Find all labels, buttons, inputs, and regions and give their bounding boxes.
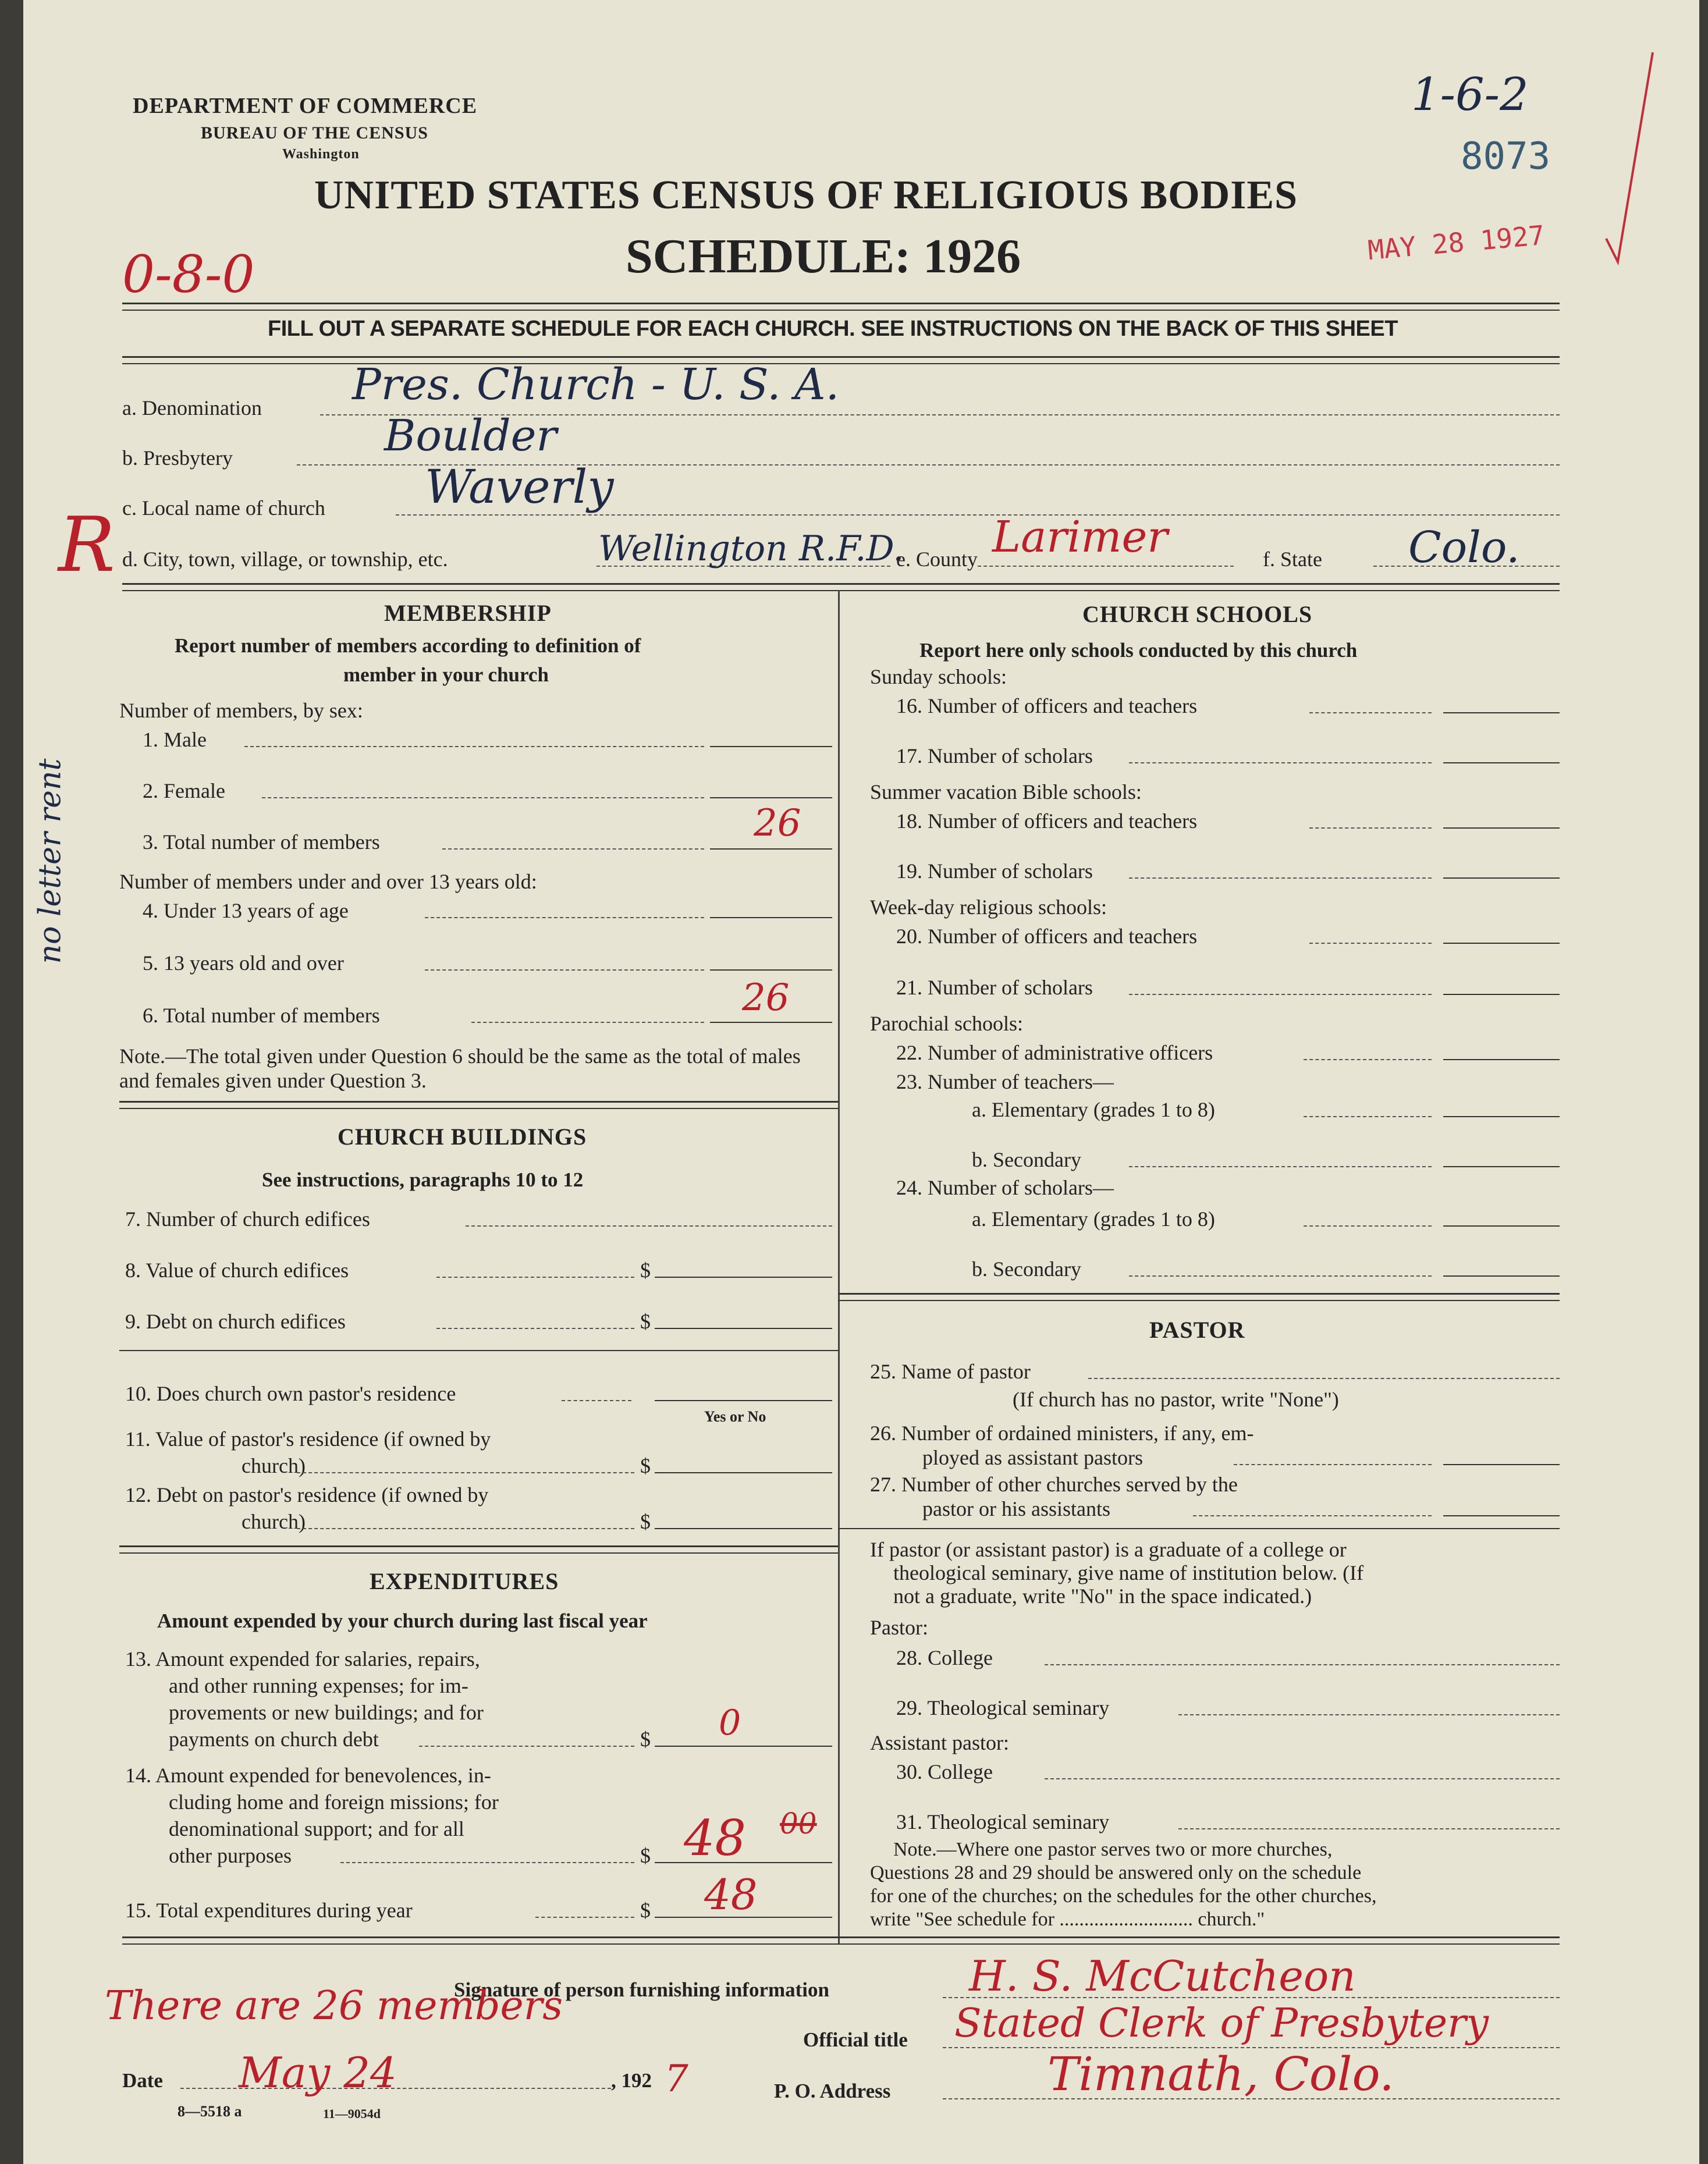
q15-total-field[interactable]: 48 bbox=[704, 1870, 758, 1919]
q20-label: 20. Number of officers and teachers bbox=[896, 925, 1198, 948]
census-form-page bbox=[23, 0, 1699, 2164]
date-label: Date bbox=[122, 2069, 163, 2092]
red-letter-r: R bbox=[58, 500, 115, 589]
state-field[interactable]: Colo. bbox=[1408, 523, 1520, 573]
department-label: DEPARTMENT OF COMMERCE bbox=[133, 94, 478, 118]
q12-label-line2: church) bbox=[242, 1510, 306, 1533]
q22-label: 22. Number of administrative officers bbox=[896, 1041, 1213, 1064]
q14-label-line3: denominational support; and for all bbox=[169, 1817, 464, 1840]
signature-field[interactable]: H. S. McCutcheon bbox=[969, 1952, 1356, 2000]
q13-amount-field[interactable]: 0 bbox=[719, 1703, 741, 1743]
expenditures-title: EXPENDITURES bbox=[370, 1568, 559, 1594]
q13-label-line4: payments on church debt bbox=[169, 1728, 379, 1751]
year-prefix: , 192 bbox=[611, 2069, 652, 2092]
church-schools-title: CHURCH SCHOOLS bbox=[1082, 601, 1313, 627]
q11-label-line1: 11. Value of pastor's residence (if owned by bbox=[125, 1427, 491, 1451]
graduate-note-line1: If pastor (or assistant pastor) is a graduate of a college or bbox=[870, 1538, 1347, 1561]
summer-schools-label: Summer vacation Bible schools: bbox=[870, 780, 1142, 804]
q6-total-members-field[interactable]: 26 bbox=[742, 976, 790, 1019]
presbytery-label: b. Presbytery bbox=[122, 446, 233, 470]
official-title-field[interactable]: Stated Clerk of Presbytery bbox=[954, 2000, 1489, 2046]
signature-label: Signature of person furnishing information bbox=[454, 1978, 829, 2001]
year-field[interactable]: 7 bbox=[665, 2058, 688, 2101]
po-address-label: P. O. Address bbox=[774, 2080, 891, 2102]
q8-dollar: $ bbox=[640, 1259, 651, 1282]
membership-title: MEMBERSHIP bbox=[384, 600, 552, 626]
sunday-schools-label: Sunday schools: bbox=[870, 665, 1007, 688]
local-name-label: c. Local name of church bbox=[122, 496, 325, 520]
q26-label-line2: ployed as assistant pastors bbox=[922, 1446, 1143, 1469]
q31-label: 31. Theological seminary bbox=[896, 1810, 1110, 1833]
q14-label-line2: cluding home and foreign missions; for bbox=[169, 1790, 499, 1814]
yes-no-caption: Yes or No bbox=[704, 1408, 766, 1425]
q23b-label: b. Secondary bbox=[972, 1148, 1081, 1171]
graduate-note-line2: theological seminary, give name of institution below. (If bbox=[893, 1561, 1364, 1584]
po-address-field[interactable]: Timnath, Colo. bbox=[1047, 2047, 1394, 2101]
church-buildings-title: CHURCH BUILDINGS bbox=[338, 1124, 587, 1150]
q10-label: 10. Does church own pastor's residence bbox=[125, 1382, 456, 1405]
q9-label: 9. Debt on church edifices bbox=[125, 1310, 346, 1333]
state-label: f. State bbox=[1263, 548, 1322, 571]
denomination-label: a. Denomination bbox=[122, 396, 262, 420]
pastor-note-line2: Questions 28 and 29 should be answered only on the schedule bbox=[870, 1862, 1362, 1884]
q19-label: 19. Number of scholars bbox=[896, 859, 1093, 883]
q25-label: 25. Name of pastor bbox=[870, 1360, 1031, 1383]
q4-label: 4. Under 13 years of age bbox=[143, 899, 349, 922]
church-schools-sub: Report here only schools conducted by this church bbox=[919, 639, 1358, 662]
q16-label: 16. Number of officers and teachers bbox=[896, 694, 1198, 717]
presbytery-field[interactable]: Boulder bbox=[384, 411, 557, 461]
membership-note: Note.—The total given under Question 6 should be the same as the total of males and females given under Question 3. bbox=[119, 1044, 801, 1092]
q24a-label: a. Elementary (grades 1 to 8) bbox=[972, 1207, 1215, 1231]
q14-label-line1: 14. Amount expended for benevolences, in- bbox=[125, 1764, 491, 1787]
q13-label-line3: provements or new buildings; and for bbox=[169, 1701, 484, 1724]
expenditures-sub: Amount expended by your church during last fiscal year bbox=[157, 1609, 648, 1632]
pastor-subhead: Pastor: bbox=[870, 1616, 929, 1639]
q30-label: 30. College bbox=[896, 1760, 993, 1783]
q23a-label: a. Elementary (grades 1 to 8) bbox=[972, 1098, 1215, 1121]
q24b-label: b. Secondary bbox=[972, 1257, 1081, 1281]
q28-label: 28. College bbox=[896, 1646, 993, 1669]
q6-label: 6. Total number of members bbox=[143, 1004, 380, 1027]
members-by-sex-label: Number of members, by sex: bbox=[119, 699, 363, 722]
church-buildings-sub: See instructions, paragraphs 10 to 12 bbox=[262, 1168, 584, 1191]
q11-label-line2: church) bbox=[242, 1454, 306, 1477]
assistant-pastor-subhead: Assistant pastor: bbox=[870, 1731, 1009, 1754]
q1-label: 1. Male bbox=[143, 728, 207, 751]
margin-note: no letter rent bbox=[33, 758, 68, 964]
form-number: 8—5518 a bbox=[177, 2103, 242, 2120]
q14-label-line4: other purposes bbox=[169, 1844, 292, 1867]
q21-label: 21. Number of scholars bbox=[896, 976, 1093, 999]
city-town-field[interactable]: Wellington R.F.D. bbox=[598, 528, 904, 569]
pastor-note-line1: Note.—Where one pastor serves two or more churches, bbox=[893, 1839, 1333, 1860]
q3-label: 3. Total number of members bbox=[143, 830, 380, 854]
pastor-title: PASTOR bbox=[1149, 1317, 1245, 1343]
membership-sub2: member in your church bbox=[343, 663, 549, 686]
q3-total-members-field[interactable]: 26 bbox=[754, 802, 801, 845]
local-name-field[interactable]: Waverly bbox=[425, 460, 614, 514]
check-mark-icon bbox=[1595, 47, 1659, 268]
q23-label: 23. Number of teachers— bbox=[896, 1070, 1114, 1093]
q5-label: 5. 13 years old and over bbox=[143, 951, 344, 975]
q27-label-line1: 27. Number of other churches served by the bbox=[870, 1473, 1238, 1496]
q14-cents-field[interactable]: 00 bbox=[780, 1807, 817, 1840]
received-date-stamp: MAY 28 1927 bbox=[1366, 219, 1546, 266]
q25-note: (If church has no pastor, write "None") bbox=[1013, 1388, 1339, 1411]
pastor-note-line3: for one of the churches; on the schedules for the other churches, bbox=[870, 1885, 1377, 1907]
file-code: 1-6-2 bbox=[1411, 69, 1529, 121]
q29-label: 29. Theological seminary bbox=[896, 1696, 1110, 1719]
q14-dollar: $ bbox=[640, 1844, 651, 1867]
date-field[interactable]: May 24 bbox=[239, 2048, 397, 2097]
q13-dollar: $ bbox=[640, 1728, 651, 1751]
q24-label: 24. Number of scholars— bbox=[896, 1176, 1114, 1199]
print-code: 11—9054d bbox=[323, 2106, 381, 2121]
red-code: 0-8-0 bbox=[122, 244, 255, 304]
parochial-schools-label: Parochial schools: bbox=[870, 1012, 1023, 1035]
q9-dollar: $ bbox=[640, 1310, 651, 1333]
pastor-note-line4: write "See schedule for ........................... church." bbox=[870, 1909, 1265, 1930]
members-remark: There are 26 members bbox=[105, 1983, 563, 2029]
q13-label-line2: and other running expenses; for im- bbox=[169, 1674, 468, 1697]
form-title: UNITED STATES CENSUS OF RELIGIOUS BODIES bbox=[314, 173, 1298, 218]
graduate-note-line3: not a graduate, write "No" in the space indicated.) bbox=[893, 1584, 1312, 1608]
q18-label: 18. Number of officers and teachers bbox=[896, 809, 1198, 833]
city-label: Washington bbox=[282, 147, 360, 162]
q15-dollar: $ bbox=[640, 1899, 651, 1922]
county-field[interactable]: Larimer bbox=[992, 512, 1168, 562]
bureau-label: BUREAU OF THE CENSUS bbox=[201, 123, 428, 143]
schedule-title: SCHEDULE: 1926 bbox=[626, 229, 1021, 283]
q14-amount-field[interactable]: 48 bbox=[684, 1810, 746, 1867]
q17-label: 17. Number of scholars bbox=[896, 744, 1093, 767]
q11-dollar: $ bbox=[640, 1454, 651, 1477]
q27-label-line2: pastor or his assistants bbox=[922, 1497, 1110, 1520]
members-by-age-label: Number of members under and over 13 years old: bbox=[119, 870, 537, 893]
county-label: e. County bbox=[896, 548, 978, 571]
denomination-field[interactable]: Pres. Church - U. S. A. bbox=[352, 360, 840, 410]
official-title-label: Official title bbox=[803, 2028, 908, 2051]
q26-label-line1: 26. Number of ordained ministers, if any, em- bbox=[870, 1422, 1254, 1445]
city-town-label: d. City, town, village, or township, etc. bbox=[122, 548, 448, 571]
q7-label: 7. Number of church edifices bbox=[125, 1207, 370, 1231]
separate-schedule-instruction: FILL OUT A SEPARATE SCHEDULE FOR EACH CHURCH. SEE INSTRUCTIONS ON THE BACK OF THIS SHEET bbox=[268, 317, 1398, 341]
q8-label: 8. Value of church edifices bbox=[125, 1259, 349, 1282]
membership-sub1: Report number of members according to definition of bbox=[175, 634, 641, 657]
schedule-number-stamp: 8073 bbox=[1461, 135, 1551, 178]
weekday-schools-label: Week-day religious schools: bbox=[870, 896, 1107, 919]
q12-label-line1: 12. Debt on pastor's residence (if owned by bbox=[125, 1483, 489, 1506]
q15-label: 15. Total expenditures during year bbox=[125, 1899, 413, 1922]
q2-label: 2. Female bbox=[143, 779, 225, 802]
q13-label-line1: 13. Amount expended for salaries, repairs, bbox=[125, 1647, 480, 1671]
q12-dollar: $ bbox=[640, 1510, 651, 1533]
